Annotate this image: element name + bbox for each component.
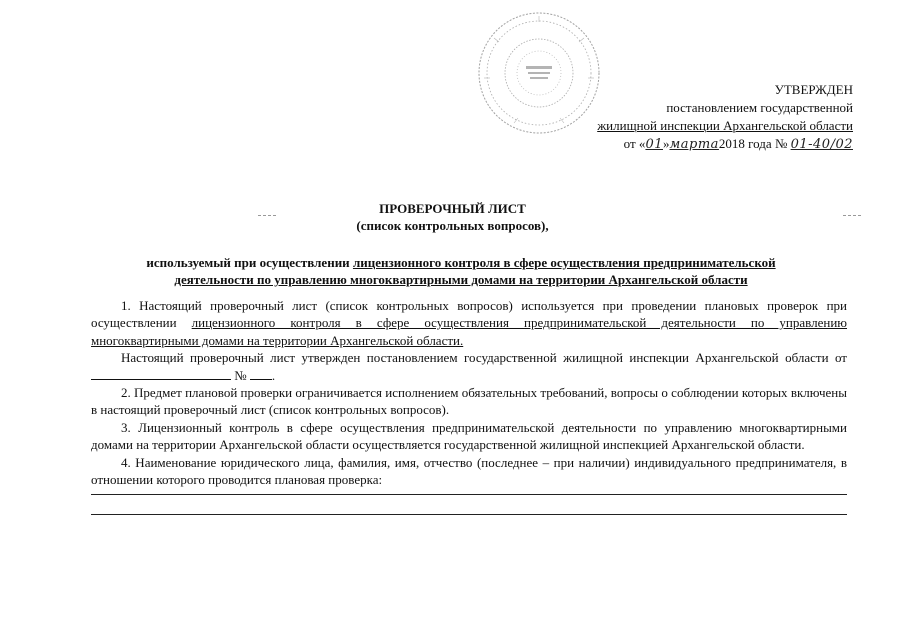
document-title [0, 200, 905, 234]
dash-mark-left [258, 215, 276, 216]
document-subject [76, 254, 846, 288]
approval-date-line [533, 135, 853, 154]
approval-line-inspection: жилищной инспекции Архангельской области [597, 118, 853, 133]
paragraph-1 [91, 297, 847, 349]
date-day-handwritten: 01 [645, 137, 663, 152]
paragraph-1-underlined: лицензионного контроля в сфере осуществления предпринимательской деятельности по управлению многоквартирными домами на территории Архангельской области. [91, 315, 848, 348]
paragraph-1-text: 1. Настоящий проверочный лист (список контрольных вопросов) используется при проведении плановых проверок при осуществлении [91, 298, 847, 331]
paragraph-2: 2. Предмет плановой проверки ограничивается исполнением обязательных требований, вопросы о соблюдении которых включены в настоящий проверочный лист (список контрольных вопросов). [91, 385, 847, 418]
title-main: ПРОВЕРОЧНЫЙ ЛИСТ [379, 201, 526, 216]
paragraph-4: 4. Наименование юридического лица, фамилия, имя, отчество (последнее – при наличии) индивидуального предпринимателя, в отношении которого проводится плановая проверка: [91, 454, 847, 488]
doc-number-handwritten: 01-40/02 [790, 137, 853, 152]
subject-underlined-2: деятельности по управлению многоквартирными домами на территории Архангельской области [174, 272, 748, 287]
paragraph-1b-text: Настоящий проверочный лист утвержден постановлением государственной жилищной инспекции Архангельской области от [121, 350, 847, 366]
subject-prefix: используемый при осуществлении [146, 255, 353, 270]
approval-title: УТВЕРЖДЕН [774, 82, 853, 97]
document-body [91, 297, 847, 515]
subject-underlined-1: лицензионного контроля в сфере осуществления предпринимательской [352, 255, 776, 270]
paragraph-1b: Настоящий проверочный лист утвержден постановлением государственной жилищной инспекции Архангельской области от № . [91, 349, 847, 384]
approval-line-authority: постановлением государственной [666, 100, 853, 115]
date-blank-field [91, 368, 231, 380]
date-month-handwritten: марта [669, 137, 719, 152]
title-sub: (список контрольных вопросов), [356, 218, 549, 233]
number-sign: № [234, 367, 247, 383]
dash-mark-right [843, 215, 861, 216]
paragraph-3: 3. Лицензионный контроль в сфере осуществления предпринимательской деятельности по управлению многоквартирными домами на территории Архангельской области осуществляется государственной жилищной инспекцией Архангельской области. [91, 419, 847, 453]
approval-block [533, 81, 853, 154]
fill-line-2 [91, 514, 847, 515]
date-prefix: от « [623, 136, 646, 151]
date-year: 2018 года № [718, 136, 788, 151]
number-blank-field [250, 368, 272, 380]
date-mid: » [662, 136, 670, 151]
